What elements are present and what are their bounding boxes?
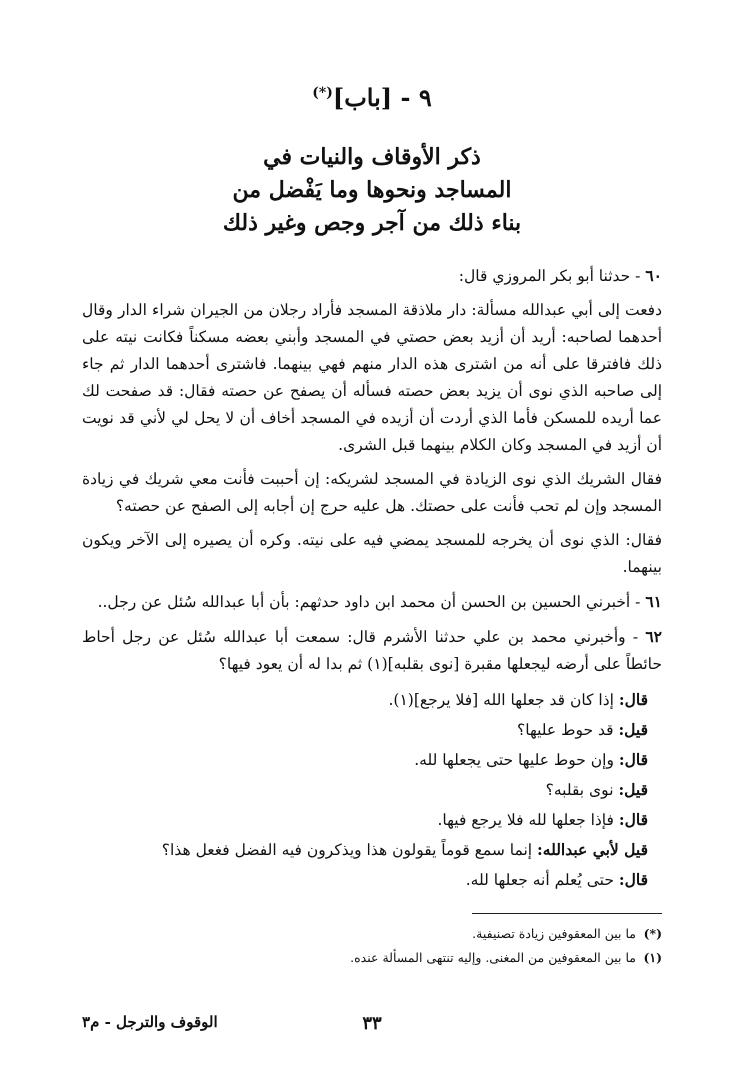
- paragraph-60: [82, 262, 662, 290]
- paragraph-text: - وأخبرني محمد بن علي حدثنا الأشرم قال: سمعت أبا عبدالله سُئل عن رجل أحاط حائطاً على أرضه ليجعلها مقبرة [نوى بقلبه](١) ثم بدا له أن يعود فيها؟: [82, 628, 662, 673]
- qa-text: قد حوط عليها؟: [517, 721, 614, 739]
- qa-text: وإن حوط عليها حتى يجعلها لله.: [414, 751, 614, 769]
- speaker: قال:: [618, 870, 648, 889]
- paragraph-question: [82, 297, 662, 459]
- paragraph-text: دفعت إلى أبي عبدالله مسألة: دار ملاذقة المسجد فأراد رجلان من الجيران شراء الدار وقال أحدهما لصاحبه: أريد أن أزيد بعض حصتي في المسجد وأبني بعضه مسكناً فكانت نيته على ذلك فافترقا على أنه من اشترى هذه الدار منهم فهي بينهما. فاشترى أحدهما الدار ثم جاء إلى صاحبه الذي نوى أن يزيد بعض حصته فسأله أن يصفح عن حصته فقال: قد صفحت لك عما أريده للمسكن فأما الذي أردت أن أزيده في المسجد أخاف أن لا يحل لي لأني قد نويت أن أزيد في المسجد وكان الكلام بينهما قبل الشرى.: [82, 301, 662, 454]
- qa-text: إنما سمع قوماً يقولون هذا ويذكرون فيه الفضل فغعل هذا؟: [161, 841, 533, 859]
- hadith-number: ٦١: [645, 592, 662, 611]
- section-title: [82, 141, 662, 240]
- hadith-number: ٦٠: [645, 266, 662, 285]
- qa-text: نوى بقلبه؟: [545, 781, 614, 799]
- footnote-mark: (*): [643, 926, 662, 941]
- qa-list: [82, 685, 662, 895]
- paragraph-text: فقال الشريك الذي نوى الزيادة في المسجد لشريكه: إن أحببت فأنت معي شريك في زيادة المسجد وإن لم تحب فأنت على حصتك. هل عليه حرج إن أجابه إلى الصفح عن حصته؟: [82, 470, 662, 515]
- footnotes: [82, 922, 662, 970]
- paragraph-text: - حدثنا أبو بكر المروزي قال:: [458, 267, 641, 285]
- page-number: ٣٣: [362, 1013, 382, 1034]
- paragraph-partner: [82, 466, 662, 520]
- paragraph-62: [82, 623, 662, 678]
- qa-line: [82, 865, 662, 895]
- speaker: قيل:: [618, 720, 648, 739]
- chapter-heading: [82, 78, 662, 113]
- speaker: قيل لأبي عبدالله:: [537, 840, 648, 859]
- title-line: بناء ذلك من آجر وجص وغير ذلك: [222, 210, 522, 236]
- chapter-number: ٩: [418, 83, 432, 112]
- qa-line: [82, 805, 662, 835]
- qa-line: [82, 835, 662, 865]
- footnote: [82, 946, 662, 970]
- qa-text: إذا كان قد جعلها الله [فلا يرجع](١).: [388, 691, 614, 709]
- qa-line: [82, 685, 662, 715]
- book-signature: الوقوف والترجل - م٣: [82, 1013, 218, 1031]
- qa-text: حتى يُعلم أنه جعلها لله.: [465, 871, 614, 889]
- qa-line: [82, 775, 662, 805]
- speaker: قال:: [618, 750, 648, 769]
- paragraph-text: فقال: الذي نوى أن يخرجه للمسجد يمضي فيه على نيته. وكره أن يصيره إلى الآخر ويكون بينهما.: [82, 531, 662, 576]
- footnote-text: ما بين المعقوفين من المغنى. وإليه تنتهى المسألة عنده.: [350, 950, 636, 965]
- paragraph-answer: [82, 527, 662, 581]
- page-footer: [82, 1013, 662, 1043]
- paragraph-61: [82, 588, 662, 616]
- qa-line: [82, 715, 662, 745]
- paragraph-text: - أخبرني الحسين بن الحسن أن محمد ابن داود حدثهم: بأن أبا عبدالله سُئل عن رجل..: [97, 593, 641, 611]
- footnote: [82, 922, 662, 946]
- title-line: ذكر الأوقاف والنيات في: [263, 144, 481, 170]
- footnote-text: ما بين المعقوفين زيادة تصنيفية.: [472, 926, 636, 941]
- speaker: قال:: [618, 690, 648, 709]
- chapter-title: - [باب]: [332, 83, 411, 112]
- hadith-number: ٦٢: [645, 627, 662, 646]
- footnote-divider: [472, 913, 662, 914]
- speaker: قيل:: [618, 780, 648, 799]
- chapter-note-mark: (*): [312, 85, 333, 101]
- speaker: قال:: [618, 810, 648, 829]
- title-line: المساجد ونحوها وما يَفْضل من: [232, 177, 512, 203]
- footnote-mark: (١): [643, 950, 662, 965]
- qa-line: [82, 745, 662, 775]
- qa-text: فإذا جعلها لله فلا يرجع فيها.: [437, 811, 614, 829]
